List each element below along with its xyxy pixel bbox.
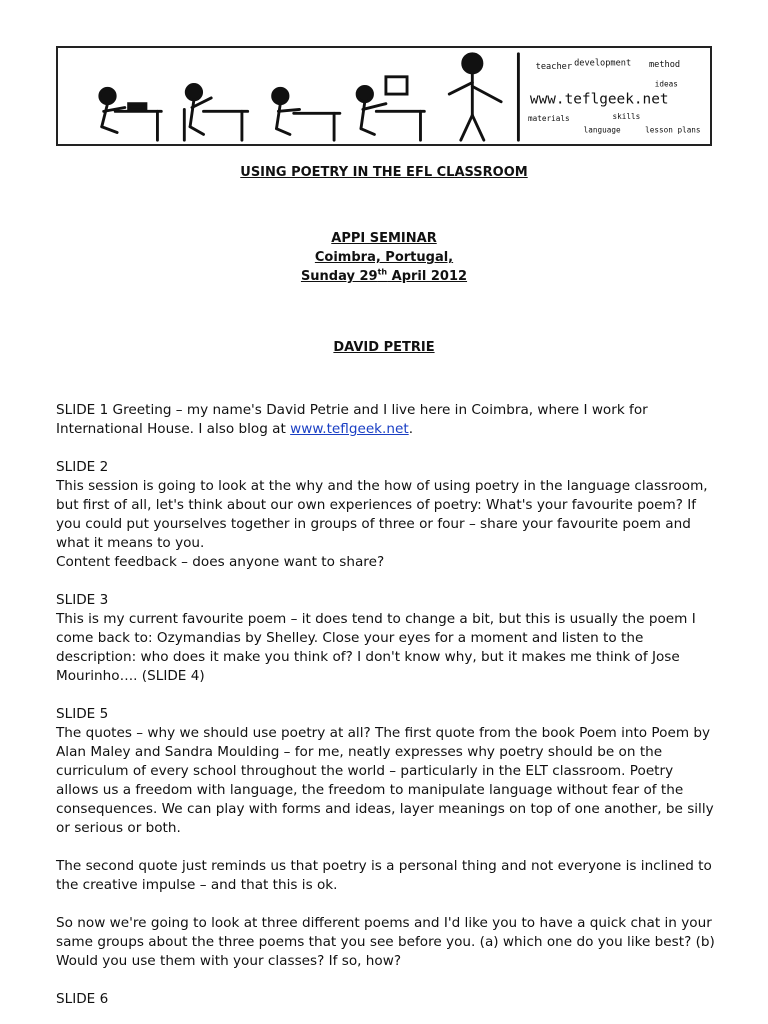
svg-text:skills: skills	[612, 112, 641, 122]
svg-text:method: method	[648, 60, 681, 71]
slide-2-text: This session is going to look at the why and the how of using poetry in the language classroom, but first of all, let's think about our own experiences of poetry: What's your favourite poem? If you could put yourselves together in groups of three or four – share your favourite poem and what it means to you.	[56, 478, 708, 551]
header-banner	[56, 46, 712, 146]
svg-text:language: language	[583, 125, 621, 135]
banner-site-text: www.teflgeek.net	[529, 91, 669, 108]
svg-text:materials: materials	[528, 113, 570, 123]
slide-2-feedback: Content feedback – does anyone want to share?	[56, 554, 385, 570]
seminar-location: Coimbra, Portugal,	[314, 250, 454, 265]
classroom-illustration-icon	[58, 48, 710, 144]
slide-1-paragraph: SLIDE 1 Greeting – my name's David Petrie and I live here in Coimbra, where I work for International House. I also blog at www.teflgeek.net.	[56, 402, 648, 437]
document-body	[56, 401, 716, 1009]
slide-6-heading: SLIDE 6	[56, 991, 109, 1007]
svg-text:teacher: teacher	[535, 62, 573, 73]
seminar-date: Sunday 29th April 2012	[300, 267, 468, 284]
svg-text:ideas: ideas	[654, 79, 678, 89]
svg-text:lesson plans: lesson plans	[645, 125, 701, 135]
author-name: DAVID PETRIE	[333, 340, 435, 355]
slide-5-text: The quotes – why we should use poetry at all? The first quote from the book Poem into Poem by Alan Maley and Sandra Moulding – for me, neatly expresses why poetry should be on the curriculum of every school throughout the world – particularly in the ELT classroom. Poetry allows us a freedom with language, the freedom to manipulate language without fear of the consequences. We can play with forms and ideas, layer meanings on top of one another, be silly or serious or both.	[56, 725, 714, 836]
slide-5-heading: SLIDE 5	[56, 706, 109, 722]
slide-2-heading: SLIDE 2	[56, 459, 109, 475]
slide-3-heading: SLIDE 3	[56, 592, 109, 608]
seminar-name: APPI SEMINAR	[331, 231, 437, 246]
blog-link[interactable]: www.teflgeek.net	[290, 421, 409, 437]
slide-3-text: This is my current favourite poem – it does tend to change a bit, but this is usually the poem I come back to: Ozymandias by Shelley. Close your eyes for a moment and listen to the description: who does it make you think of? I don't know why, but it makes me think of Jose Mourinho…. (SLIDE 4)	[56, 611, 696, 684]
three-poems-paragraph: So now we're going to look at three different poems and I'd like you to have a quick chat in your same groups about the three poems that you see before you. (a) which one do you like best? (b) Would you use them with your classes? If so, how?	[56, 915, 715, 969]
document-title: USING POETRY IN THE EFL CLASSROOM	[240, 165, 528, 180]
second-quote-paragraph: The second quote just reminds us that poetry is a personal thing and not everyone is inclined to the creative impulse – and that this is ok.	[56, 858, 712, 893]
svg-text:development: development	[574, 58, 632, 69]
